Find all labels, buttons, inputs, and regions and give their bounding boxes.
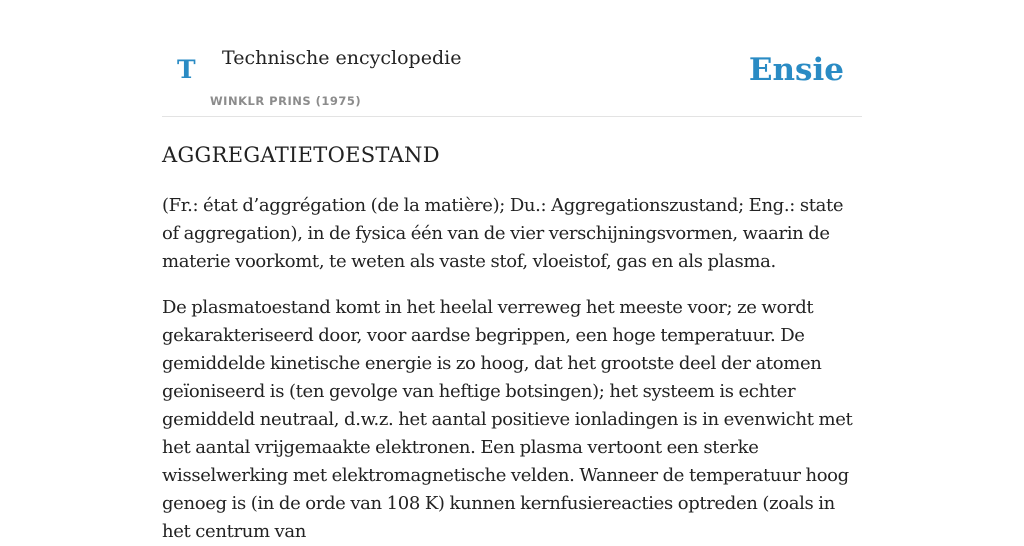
article-title: AGGREGATIETOESTAND [162, 143, 440, 167]
article-paragraph: (Fr.: état d’aggrégation (de la matière); Du.: Aggregationszustand; Eng.: state of aggregation), in de fysica één van de vier verschijningsvormen, waarin de materie voorkomt, te weten als vaste stof, vloeistof, gas en als plasma. [162, 195, 844, 272]
article-paragraph: De plasmatoestand komt in het heelal verreweg het meeste voor; ze wordt gekarakteriseerd door, voor aardse begrippen, een hoge temperatuur. De gemiddelde kinetische energie is zo hoog, dat het grootste deel der atomen geïoniseerd is (ten gevolge van heftige botsingen); het systeem is echter gemiddeld neutraal, d.w.z. het aantal positieve ionladingen is in evenwicht met het aantal vrijgemaakte elektronen. Een plasma vertoont een sterke wisselwerking met elektromagnetische velden. Wanneer de temperatuur hoog genoeg is (in de orde van 108 K) kunnen kernfusiereacties optreden (zoals in het centrum van [162, 297, 853, 542]
article-body [162, 140, 862, 546]
encyclopedia-title-link[interactable]: Technische encyclopedie [222, 47, 462, 69]
encyclopedia-logo-icon[interactable]: T [177, 55, 196, 84]
source-label: WINKLR PRINS (1975) [210, 94, 362, 108]
ensie-logo-link[interactable]: Ensie [748, 52, 844, 88]
encyclopedia-header [162, 0, 862, 117]
